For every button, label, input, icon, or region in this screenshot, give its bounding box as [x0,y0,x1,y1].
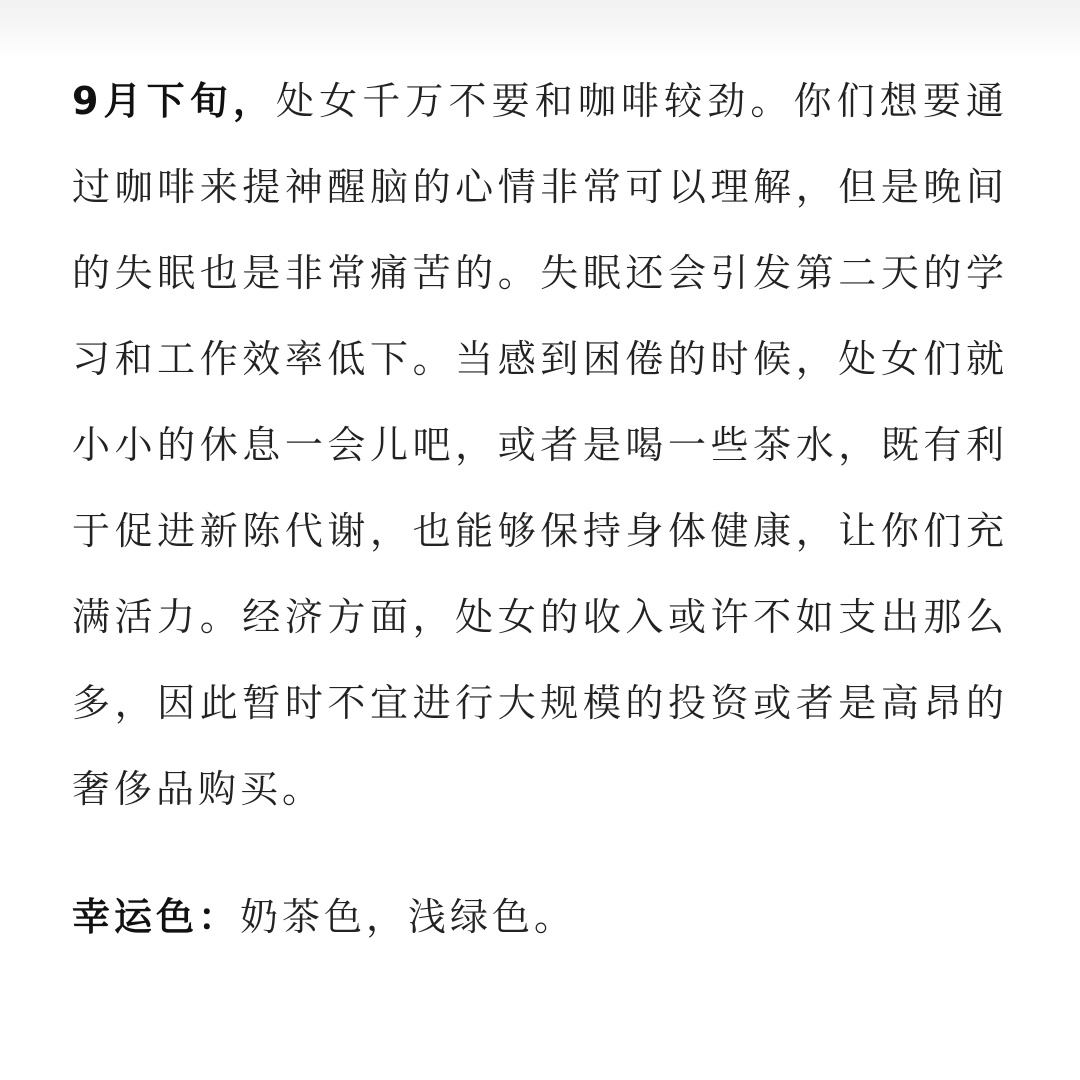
top-shadow [0,0,1080,60]
horoscope-article [72,58,1008,960]
period-label: 9月下旬， [72,79,277,123]
lucky-color-value: 奶茶色，浅绿色。 [240,895,577,939]
lucky-color-line [72,874,1008,960]
horoscope-text: 处女千万不要和咖啡较劲。你们想要通过咖啡来提神醒脑的心情非常可以理解，但是晚间的失眠也是非常痛苦的。失眠还会引发第二天的学习和工作效率低下。当感到困倦的时候，处女们就小小的休息一会儿吧，或者是喝一些茶水，既有利于促进新陈代谢，也能够保持身体健康，让你们充满活力。经济方面，处女的收入或许不如支出那么多，因此暂时不宜进行大规模的投资或者是高昂的奢侈品购买。 [72,79,1008,811]
horoscope-paragraph [72,58,1008,832]
lucky-color-label: 幸运色： [72,895,241,939]
